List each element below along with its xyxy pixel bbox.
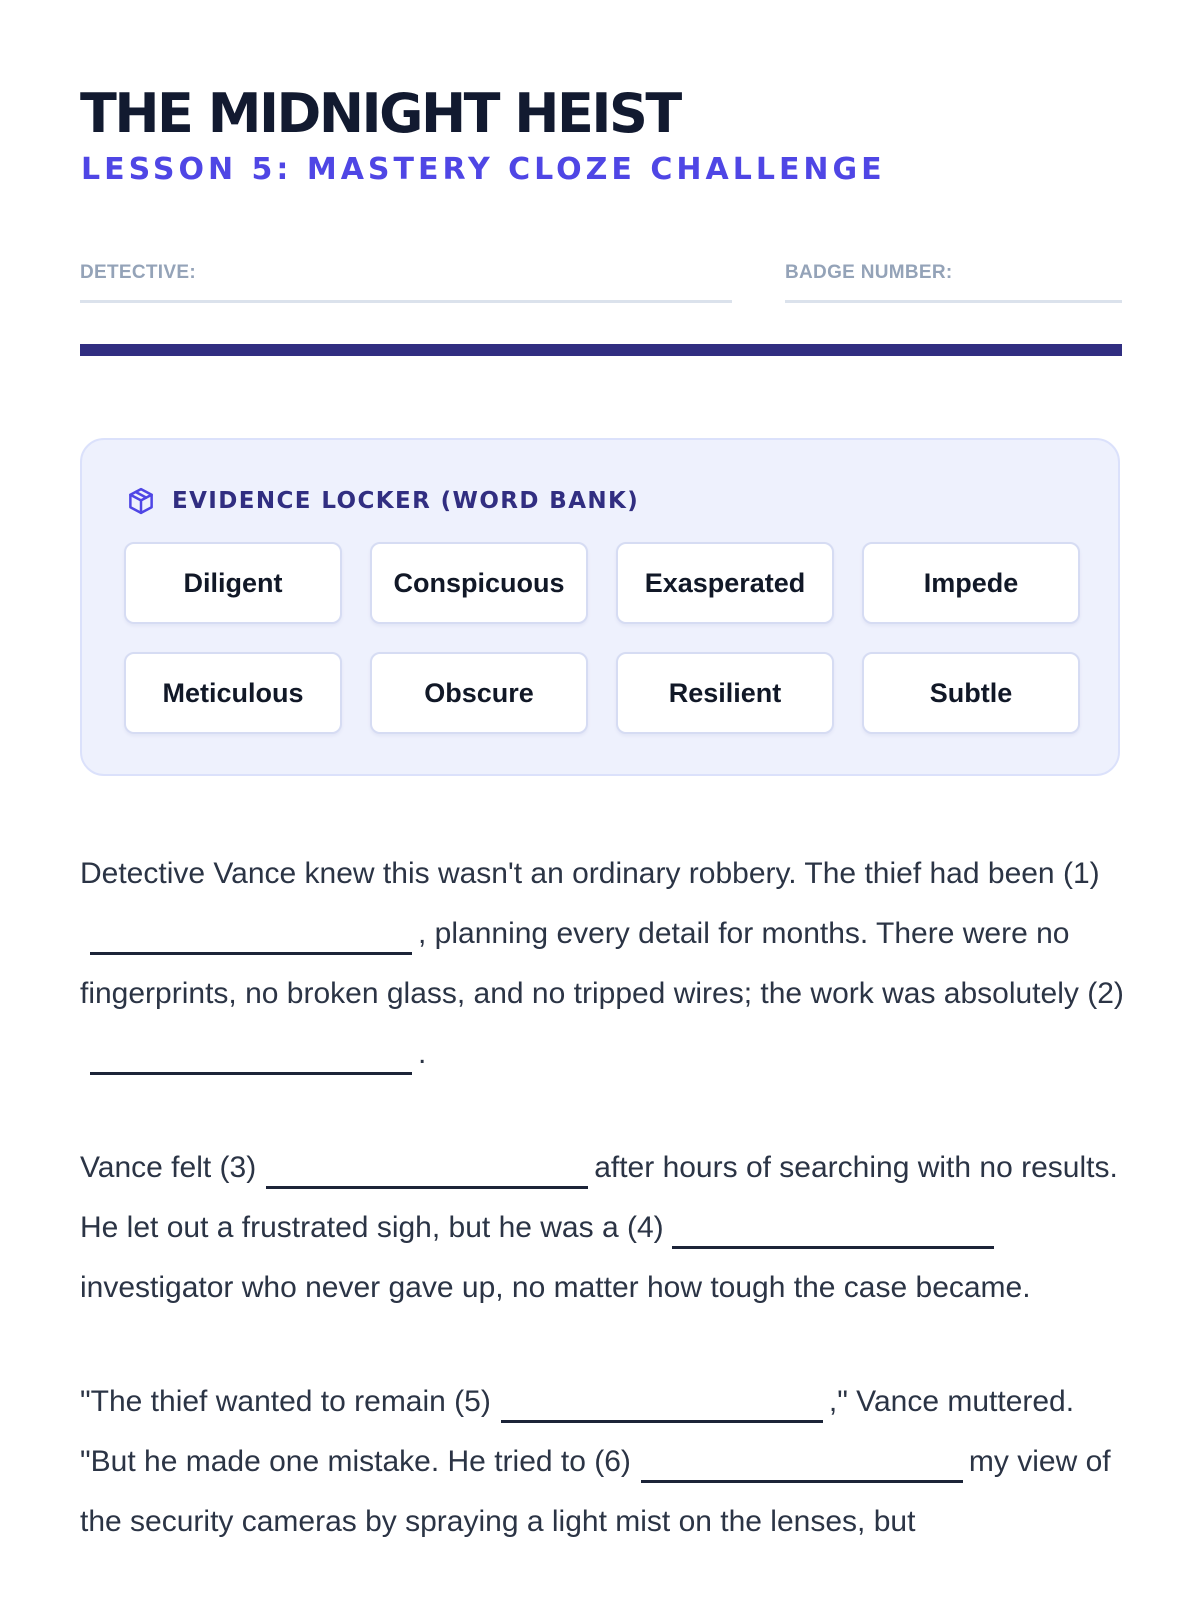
- answer-blank-3[interactable]: [266, 1154, 588, 1189]
- word-chip[interactable]: Obscure: [370, 652, 588, 734]
- detective-label: DETECTIVE:: [80, 262, 196, 283]
- page-title: THE MIDNIGHT HEIST: [80, 82, 680, 145]
- story-paragraph-2: [80, 1138, 1130, 1318]
- word-chip[interactable]: Subtle: [862, 652, 1080, 734]
- word-chip[interactable]: Resilient: [616, 652, 834, 734]
- package-icon: [126, 486, 156, 516]
- word-bank-grid: [124, 542, 1080, 734]
- detective-field[interactable]: [80, 300, 732, 303]
- badge-number-field[interactable]: [785, 300, 1122, 303]
- word-bank-title: EVIDENCE LOCKER (WORD BANK): [172, 488, 640, 514]
- story-text-segment: , planning every detail for months. There were no fingerprints, no broken glass, and no tripped wires; the work was absolutely (2): [80, 917, 1124, 1010]
- story-text: [80, 844, 1130, 1606]
- story-text-segment: after hours of searching with no results. He let out a frustrated sigh, but he was a (4): [80, 1151, 1118, 1244]
- word-bank-header: [126, 484, 639, 518]
- story-text-segment: Vance felt (3): [80, 1151, 257, 1184]
- page-subtitle: LESSON 5: MASTERY CLOZE CHALLENGE: [81, 152, 886, 187]
- answer-blank-5[interactable]: [501, 1388, 823, 1423]
- word-chip[interactable]: Meticulous: [124, 652, 342, 734]
- word-chip[interactable]: Conspicuous: [370, 542, 588, 624]
- answer-blank-2[interactable]: [90, 1040, 412, 1075]
- word-chip[interactable]: Diligent: [124, 542, 342, 624]
- story-paragraph-3: [80, 1372, 1130, 1552]
- answer-blank-6[interactable]: [641, 1448, 963, 1483]
- story-text-segment: Detective Vance knew this wasn't an ordinary robbery. The thief had been (1): [80, 857, 1100, 890]
- word-chip[interactable]: Impede: [862, 542, 1080, 624]
- story-text-segment: investigator who never gave up, no matter how tough the case became.: [80, 1271, 1031, 1304]
- header-divider: [80, 344, 1122, 356]
- word-chip[interactable]: Exasperated: [616, 542, 834, 624]
- story-text-segment: "The thief wanted to remain (5): [80, 1385, 491, 1418]
- story-text-segment: my view of the security cameras by spraying a light mist on the lenses, but: [80, 1445, 1111, 1538]
- word-bank-panel: [80, 438, 1120, 776]
- answer-blank-1[interactable]: [90, 920, 412, 955]
- answer-blank-4[interactable]: [672, 1214, 994, 1249]
- story-paragraph-1: [80, 844, 1130, 1084]
- story-text-segment: .: [418, 1037, 427, 1070]
- badge-number-label: BADGE NUMBER:: [785, 262, 953, 283]
- story-text-segment: ," Vance muttered. "But he made one mistake. He tried to (6): [80, 1385, 1075, 1478]
